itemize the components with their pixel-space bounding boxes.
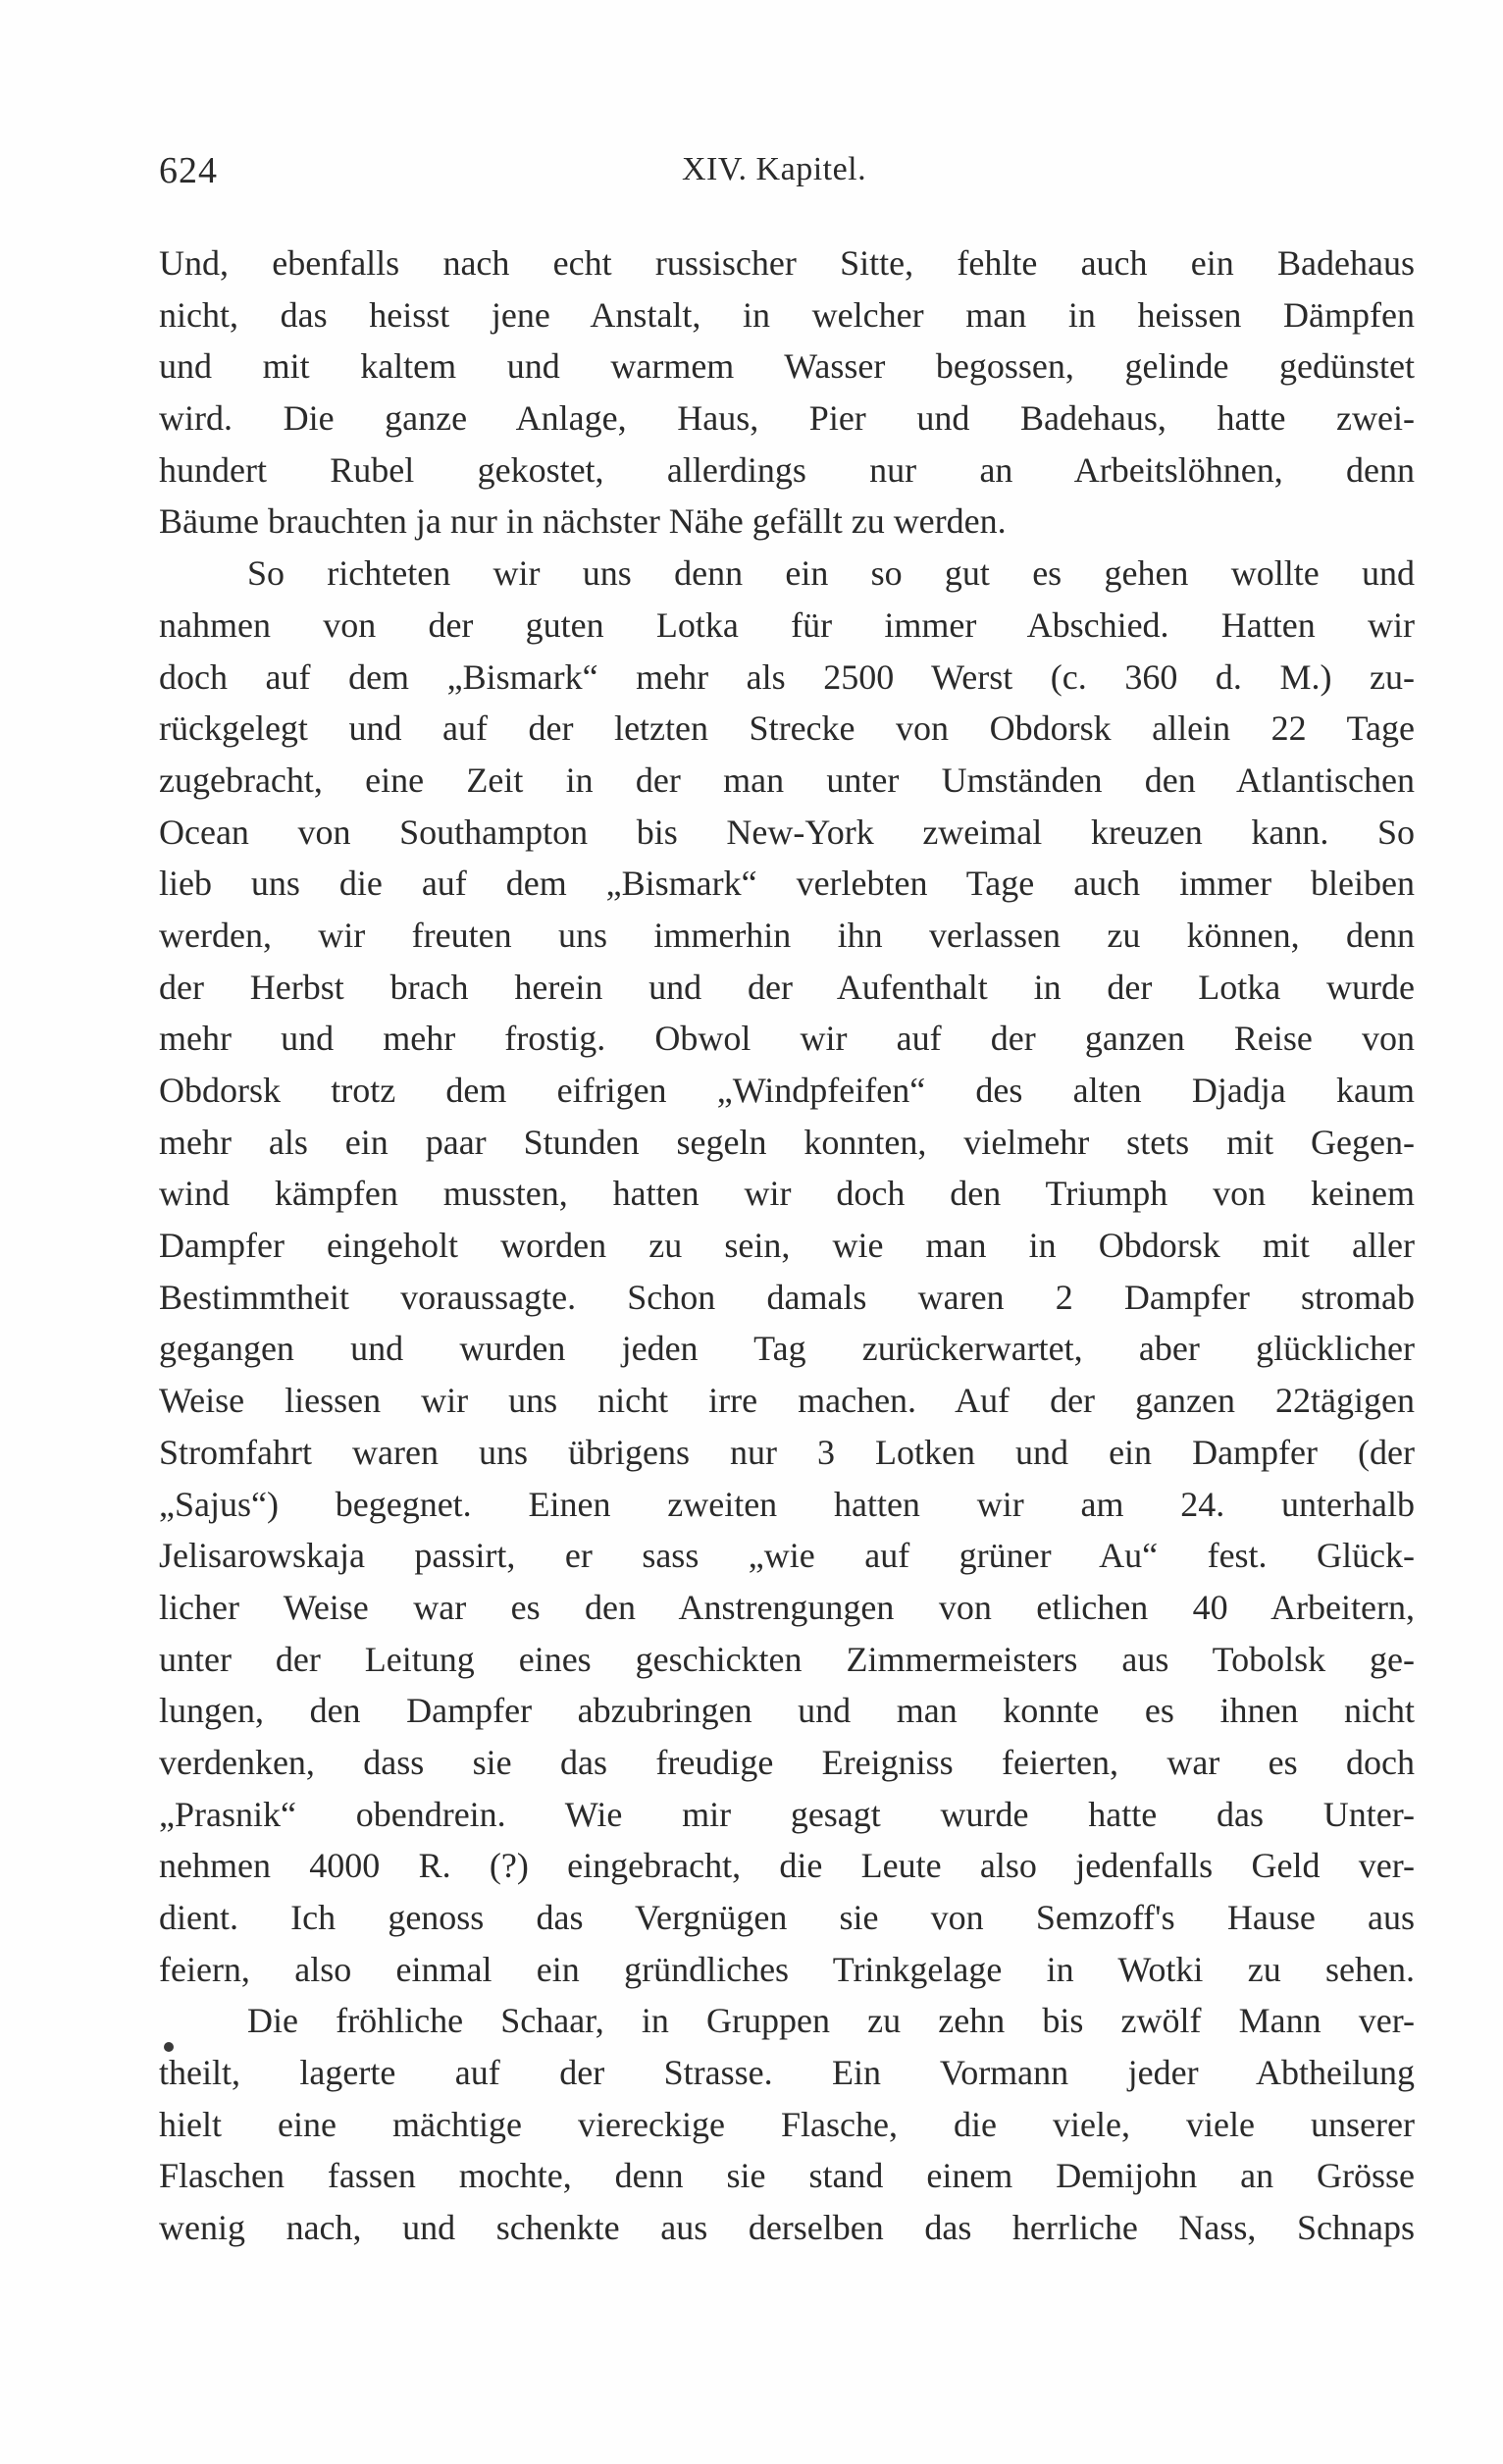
text-line: gegangen und wurden jeden Tag zurückerwartet, aber glücklicher: [159, 1329, 1415, 1369]
text-line: nehmen 4000 R. (?) eingebracht, die Leute also jedenfalls Geld ver-: [159, 1846, 1415, 1886]
text-line: So richteten wir uns denn ein so gut es gehen wollte und: [247, 553, 1415, 594]
text-line: und mit kaltem und warmem Wasser begossen, gelinde gedünstet: [159, 346, 1415, 387]
text-line: wird. Die ganze Anlage, Haus, Pier und Badehaus, hatte zwei-: [159, 398, 1415, 439]
text-line: Und, ebenfalls nach echt russischer Sitte, fehlte auch ein Badehaus: [159, 243, 1415, 283]
text-line: hielt eine mächtige viereckige Flasche, die viele, viele unserer: [159, 2104, 1415, 2144]
chapter-title: XIV. Kapitel.: [682, 151, 867, 187]
page-number: 624: [159, 150, 218, 191]
text-line: lungen, den Dampfer abzubringen und man konnte es ihnen nicht: [159, 1691, 1415, 1731]
text-line: der Herbst brach herein und der Aufenthalt in der Lotka wurde: [159, 967, 1415, 1007]
text-line: theilt, lagerte auf der Strasse. Ein Vormann jeder Abtheilung: [159, 2053, 1415, 2093]
text-line: unter der Leitung eines geschickten Zimmermeisters aus Tobolsk ge-: [159, 1639, 1415, 1679]
text-line: zugebracht, eine Zeit in der man unter Umständen den Atlantischen: [159, 760, 1415, 800]
text-line: Die fröhliche Schaar, in Gruppen zu zehn bis zwölf Mann ver-: [247, 2001, 1415, 2041]
text-line: Weise liessen wir uns nicht irre machen. Auf der ganzen 22tägigen: [159, 1381, 1415, 1421]
text-line: Dampfer eingeholt worden zu sein, wie man in Obdorsk mit aller: [159, 1226, 1415, 1266]
text-line: feiern, also einmal ein gründliches Trinkgelage in Wotki zu sehen.: [159, 1949, 1415, 1989]
text-line: Jelisarowskaja passirt, er sass „wie auf grüner Au“ fest. Glück-: [159, 1536, 1415, 1576]
text-line: Flaschen fassen mochte, denn sie stand einem Demijohn an Grösse: [159, 2156, 1415, 2196]
text-line: Bestimmtheit voraussagte. Schon damals waren 2 Dampfer stromab: [159, 1277, 1415, 1317]
text-line: wenig nach, und schenkte aus derselben das herrliche Nass, Schnaps: [159, 2208, 1415, 2248]
text-line: verdenken, dass sie das freudige Ereigniss feierten, war es doch: [159, 1742, 1415, 1782]
body-text: [159, 237, 1415, 2254]
text-line: lieb uns die auf dem „Bismark“ verlebten Tage auch immer bleiben: [159, 864, 1415, 904]
text-line: wind kämpfen mussten, hatten wir doch den Triumph von keinem: [159, 1174, 1415, 1214]
text-line: nicht, das heisst jene Anstalt, in welcher man in heissen Dämpfen: [159, 294, 1415, 335]
text-line: „Sajus“) begegnet. Einen zweiten hatten wir am 24. unterhalb: [159, 1484, 1415, 1524]
text-line: Obdorsk trotz dem eifrigen „Windpfeifen“ des alten Djadja kaum: [159, 1071, 1415, 1110]
text-line: mehr als ein paar Stunden segeln konnten, vielmehr stets mit Gegen-: [159, 1122, 1415, 1162]
text-line: nahmen von der guten Lotka für immer Abschied. Hatten wir: [159, 604, 1415, 645]
text-line: werden, wir freuten uns immerhin ihn verlassen zu können, denn: [159, 915, 1415, 955]
text-line: hundert Rubel gekostet, allerdings nur an Arbeitslöhnen, denn: [159, 449, 1415, 490]
text-line: Bäume brauchten ja nur in nächster Nähe gefällt zu werden.: [159, 501, 1007, 542]
text-line: dient. Ich genoss das Vergnügen sie von Semzoff's Hause aus: [159, 1898, 1415, 1937]
text-line: Stromfahrt waren uns übrigens nur 3 Lotken und ein Dampfer (der: [159, 1432, 1415, 1472]
text-line: mehr und mehr frostig. Obwol wir auf der ganzen Reise von: [159, 1019, 1415, 1059]
text-line: Ocean von Southampton bis New-York zweimal kreuzen kann. So: [159, 812, 1415, 852]
text-line: licher Weise war es den Anstrengungen von etlichen 40 Arbeitern,: [159, 1587, 1415, 1627]
text-line: „Prasnik“ obendrein. Wie mir gesagt wurde hatte das Unter-: [159, 1794, 1415, 1834]
text-line: rückgelegt und auf der letzten Strecke von Obdorsk allein 22 Tage: [159, 708, 1415, 749]
running-head: [159, 149, 1415, 198]
text-line: doch auf dem „Bismark“ mehr als 2500 Werst (c. 360 d. M.) zu-: [159, 656, 1415, 697]
